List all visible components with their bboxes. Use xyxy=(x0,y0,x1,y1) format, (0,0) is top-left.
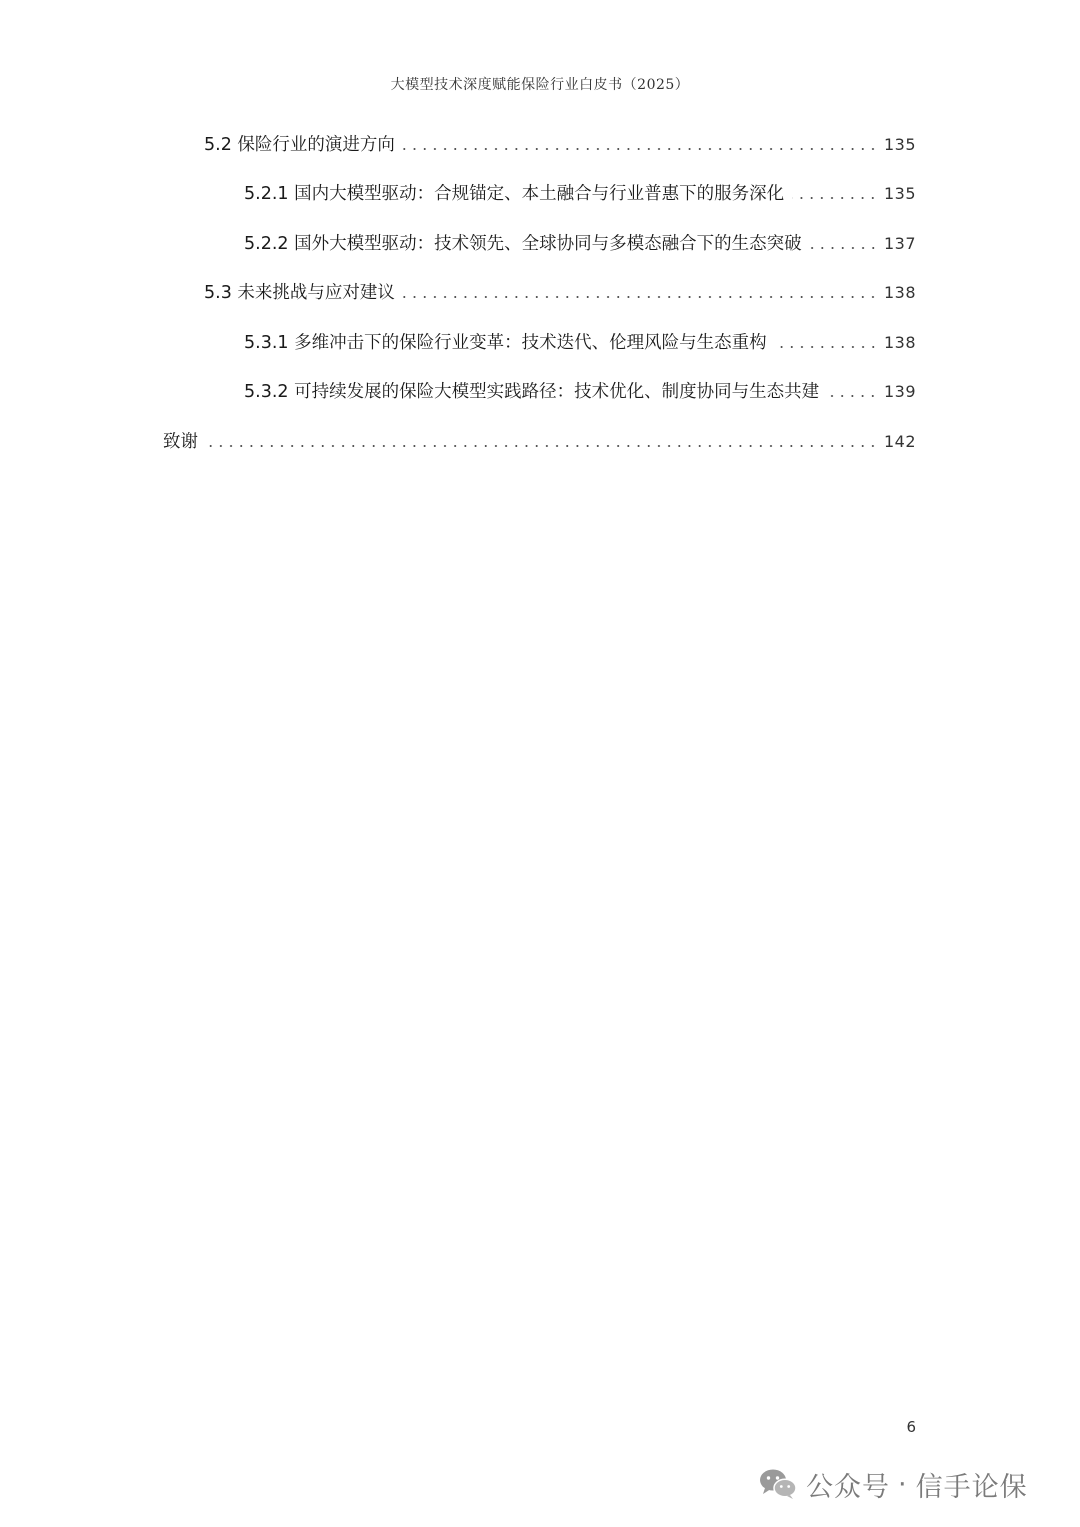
toc-entry-page: 137 xyxy=(883,234,916,253)
toc-entry-page: 135 xyxy=(883,135,916,154)
toc-entry-acknowledgements[interactable] xyxy=(163,427,916,457)
dot-leader xyxy=(792,197,878,199)
dot-leader xyxy=(810,247,878,249)
dot-leader xyxy=(206,445,878,447)
toc-entry-5-3[interactable] xyxy=(204,278,916,308)
dot-leader xyxy=(403,148,878,150)
toc-entry-page: 138 xyxy=(883,333,916,352)
toc-entry-page: 142 xyxy=(883,432,916,451)
document-header: 大模型技术深度赋能保险行业白皮书（2025） xyxy=(390,77,690,93)
toc-entry-label: 5.3 未来挑战与应对建议 xyxy=(204,283,395,303)
toc-entry-page: 135 xyxy=(883,184,916,203)
dot-leader xyxy=(775,346,878,348)
toc-entry-5-2[interactable] xyxy=(204,130,916,160)
toc-entry-label: 致谢 xyxy=(163,432,198,452)
dot-leader xyxy=(827,395,878,397)
toc-entry-page: 139 xyxy=(883,382,916,401)
toc-entry-label: 5.3.1 多维冲击下的保险行业变革：技术迭代、伦理风险与生态重构 xyxy=(244,333,767,353)
toc-entry-page: 138 xyxy=(883,283,916,302)
toc-entry-label: 5.3.2 可持续发展的保险大模型实践路径：技术优化、制度协同与生态共建 xyxy=(244,382,820,402)
toc-entry-label: 5.2.1 国内大模型驱动：合规锚定、本土融合与行业普惠下的服务深化 xyxy=(244,184,785,204)
watermark-separator: · xyxy=(898,1468,908,1500)
wechat-icon xyxy=(758,1467,798,1501)
toc-entry-label: 5.2 保险行业的演进方向 xyxy=(204,135,395,155)
toc-entry-5-2-1[interactable] xyxy=(244,179,916,209)
wechat-watermark xyxy=(758,1464,1028,1504)
watermark-account-type: 公众号 xyxy=(806,1471,890,1503)
toc-entry-5-2-2[interactable] xyxy=(244,229,916,259)
toc-entry-label: 5.2.2 国外大模型驱动：技术领先、全球协同与多模态融合下的生态突破 xyxy=(244,234,802,254)
dot-leader xyxy=(403,296,878,298)
toc-entry-5-3-1[interactable] xyxy=(244,328,916,358)
toc-entry-5-3-2[interactable] xyxy=(244,377,916,407)
watermark-account-name: 信手论保 xyxy=(915,1471,1028,1503)
page-number: 6 xyxy=(906,1418,916,1436)
